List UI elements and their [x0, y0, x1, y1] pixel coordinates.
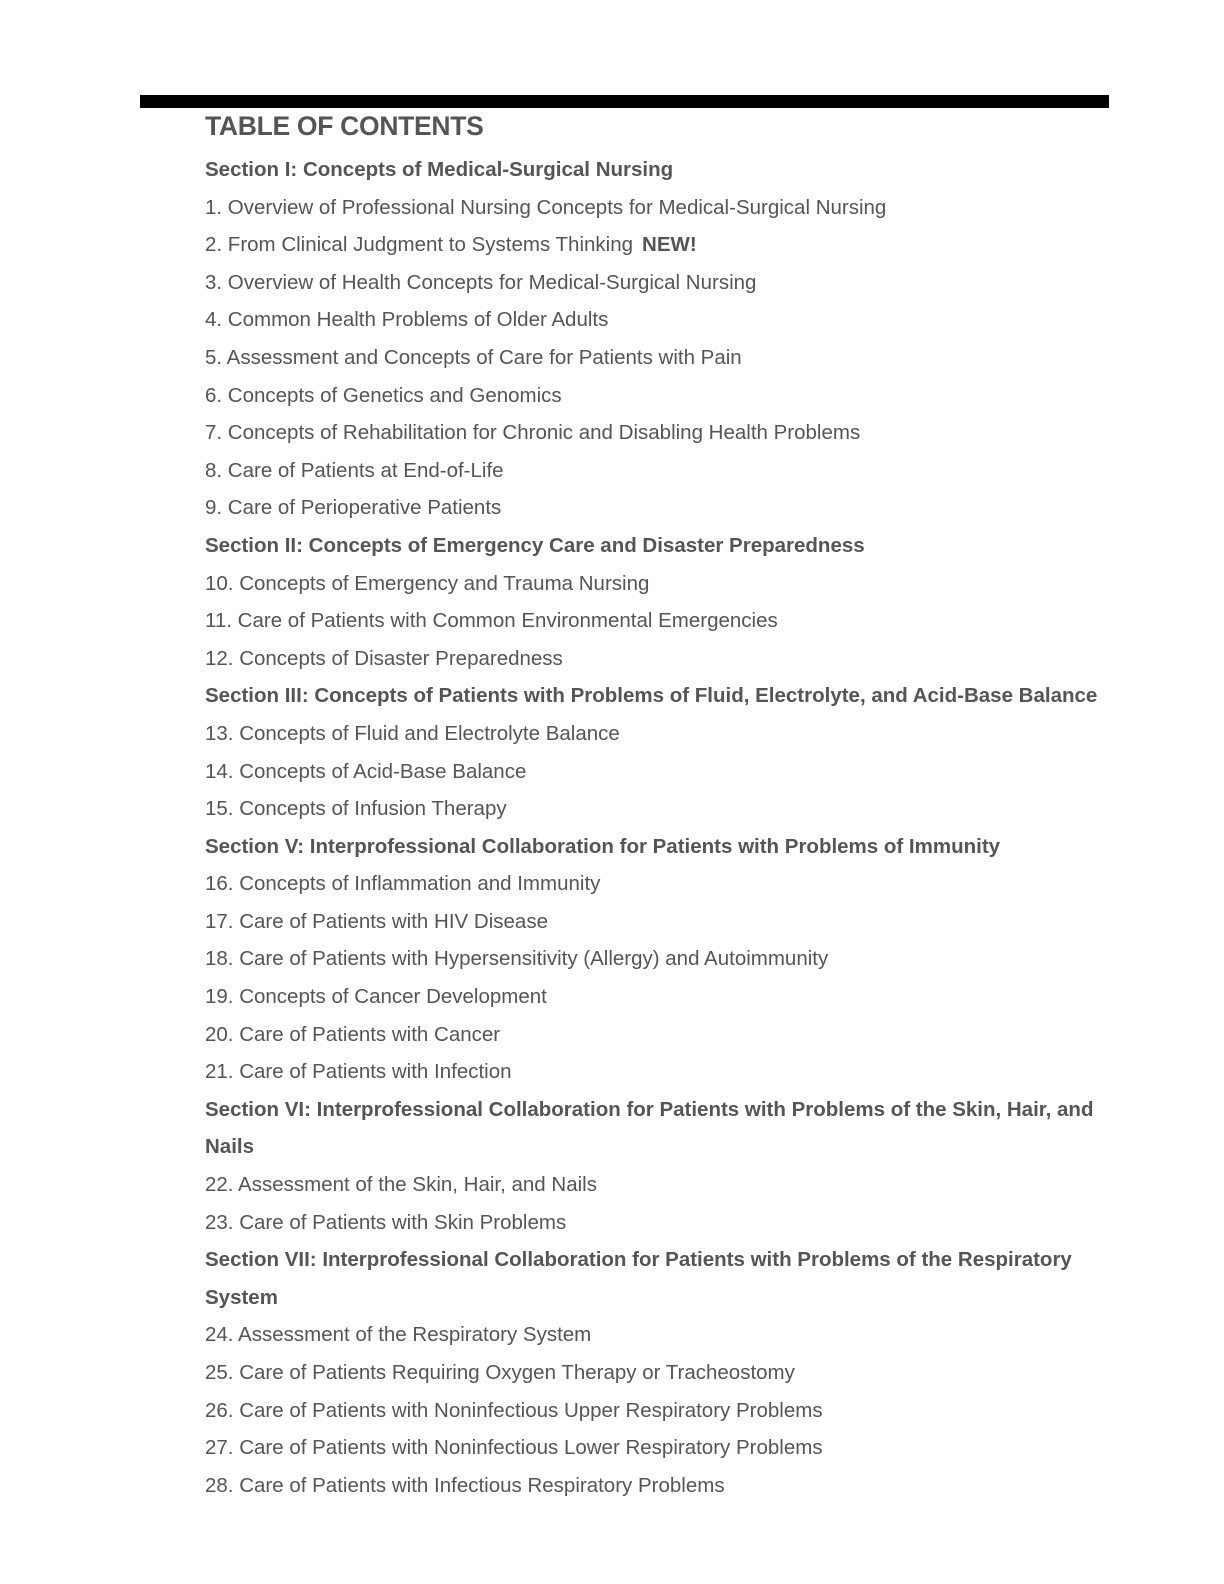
chapter-entry: [205, 978, 1115, 1016]
chapter-title: 24. Assessment of the Respiratory System: [205, 1323, 592, 1347]
chapter-entry: [205, 414, 1115, 452]
chapter-entry: [205, 1467, 1115, 1505]
section-heading: [205, 1241, 1115, 1316]
chapter-title: 12. Concepts of Disaster Preparedness: [205, 646, 563, 670]
chapter-entry: [205, 1053, 1115, 1091]
chapter-entry: [205, 1392, 1115, 1430]
chapter-title: 15. Concepts of Infusion Therapy: [205, 797, 507, 821]
chapter-entry: [205, 903, 1115, 941]
chapter-entry: [205, 1429, 1115, 1467]
chapter-title: 22. Assessment of the Skin, Hair, and Nails: [205, 1173, 597, 1197]
chapter-title: 18. Care of Patients with Hypersensitivity (Allergy) and Autoimmunity: [205, 947, 829, 971]
chapter-title: 17. Care of Patients with HIV Disease: [205, 909, 548, 933]
section-heading: [205, 151, 1115, 189]
chapter-title: 21. Care of Patients with Infection: [205, 1060, 512, 1084]
section-heading: [205, 828, 1115, 866]
chapter-title: 4. Common Health Problems of Older Adults: [205, 308, 609, 332]
chapter-title: 6. Concepts of Genetics and Genomics: [205, 383, 562, 407]
chapter-entry: [205, 1166, 1115, 1204]
chapter-title: 20. Care of Patients with Cancer: [205, 1022, 501, 1046]
chapter-entry: [205, 640, 1115, 678]
chapter-entry: [205, 489, 1115, 527]
chapter-entry: [205, 226, 1115, 264]
chapter-title: 27. Care of Patients with Noninfectious Lower Respiratory Problems: [205, 1436, 823, 1460]
chapter-title: 2. From Clinical Judgment to Systems Thinking: [205, 233, 634, 257]
chapter-title: 23. Care of Patients with Skin Problems: [205, 1210, 567, 1234]
chapter-title: 9. Care of Perioperative Patients: [205, 496, 502, 520]
chapter-entry: [205, 753, 1115, 791]
chapter-title: 19. Concepts of Cancer Development: [205, 985, 547, 1009]
chapter-entry: [205, 452, 1115, 490]
chapter-title: 25. Care of Patients Requiring Oxygen Therapy or Tracheostomy: [205, 1361, 795, 1384]
toc-list: [205, 151, 1115, 1504]
chapter-entry: [205, 715, 1115, 753]
chapter-entry: [205, 602, 1115, 640]
chapter-entry: [205, 1016, 1115, 1054]
chapter-entry: [205, 301, 1115, 339]
chapter-entry: [205, 189, 1115, 227]
section-heading: [205, 677, 1115, 715]
chapter-entry: [205, 940, 1115, 978]
chapter-title: 13. Concepts of Fluid and Electrolyte Balance: [205, 721, 620, 745]
chapter-title: 3. Overview of Health Concepts for Medical-Surgical Nursing: [205, 270, 757, 294]
table-of-contents: [205, 108, 1115, 1504]
section-heading-text: Section V: Interprofessional Collaboration for Patients with Problems of Immunity: [205, 834, 1001, 858]
section-heading-text: Section VI: Interprofessional Collaboration for Patients with Problems of the Skin, Hair, and Nails: [205, 1097, 1094, 1159]
page-title: TABLE OF CONTENTS: [205, 111, 484, 141]
chapter-entry: [205, 377, 1115, 415]
section-heading-text: Section III: Concepts of Patients with Problems of Fluid, Electrolyte, and Acid-Base Balance: [205, 684, 1098, 708]
header-rule: [140, 95, 1109, 108]
chapter-title: 7. Concepts of Rehabilitation for Chronic and Disabling Health Problems: [205, 421, 861, 445]
chapter-title: 11. Care of Patients with Common Environmental Emergencies: [205, 609, 778, 633]
chapter-entry: [205, 790, 1115, 828]
section-heading-text: Section I: Concepts of Medical-Surgical Nursing: [205, 158, 674, 181]
chapter-title: 8. Care of Patients at End-of-Life: [205, 458, 504, 482]
chapter-entry: [205, 1316, 1115, 1354]
chapter-entry: [205, 565, 1115, 603]
chapter-entry: [205, 264, 1115, 302]
section-heading-text: Section VII: Interprofessional Collaboration for Patients with Problems of the Respiratory System: [205, 1248, 1072, 1309]
chapter-title: 14. Concepts of Acid-Base Balance: [205, 759, 527, 783]
chapter-entry: [205, 865, 1115, 903]
chapter-title: 10. Concepts of Emergency and Trauma Nursing: [205, 571, 650, 595]
section-heading-text: Section II: Concepts of Emergency Care and Disaster Preparedness: [205, 533, 865, 557]
chapter-title: 5. Assessment and Concepts of Care for Patients with Pain: [205, 345, 742, 369]
section-heading: [205, 527, 1115, 565]
chapter-entry: [205, 1204, 1115, 1242]
chapter-entry: [205, 339, 1115, 377]
chapter-title: 1. Overview of Professional Nursing Concepts for Medical-Surgical Nursing: [205, 195, 887, 219]
chapter-title: 28. Care of Patients with Infectious Respiratory Problems: [205, 1473, 725, 1497]
chapter-title: 16. Concepts of Inflammation and Immunity: [205, 872, 601, 896]
chapter-entry: [205, 1354, 1115, 1392]
new-badge: NEW!: [642, 233, 697, 257]
chapter-title: 26. Care of Patients with Noninfectious Upper Respiratory Problems: [205, 1398, 823, 1422]
section-heading: [205, 1091, 1115, 1166]
